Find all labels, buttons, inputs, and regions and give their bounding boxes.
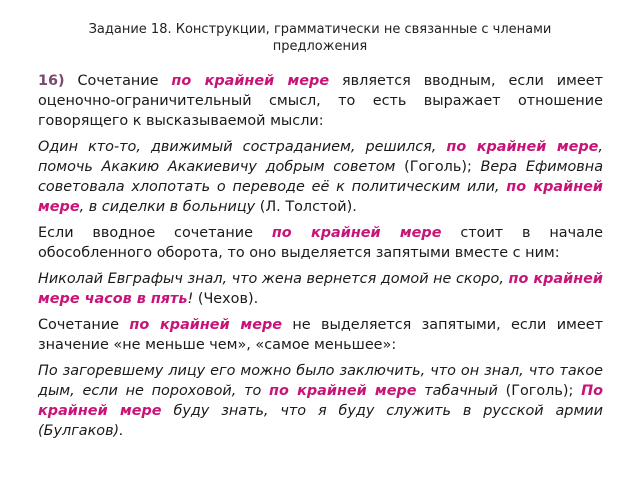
rule-paragraph-3 — [38, 315, 603, 355]
source-citation: (Л. Толстой). — [259, 199, 357, 215]
slide-title: Задание 18. Конструкции, грамматически не связанные с членами предложения — [88, 22, 552, 54]
example-paragraph-3 — [38, 361, 603, 441]
example-text: ! — [187, 291, 194, 307]
rule-paragraph-1 — [38, 71, 603, 131]
example-text: буду знать, что я буду служить в русской армии (Булгаков). — [38, 403, 604, 439]
highlight-phrase: По крайней мере — [38, 383, 604, 419]
text-segment: является вводным, если имеет оценочно-ограничительный смысл, то есть выражает отношение говорящего к высказываемой мысли: — [38, 73, 603, 129]
source-citation: (Гоголь); — [505, 383, 574, 399]
highlight-phrase: по крайней мере — [171, 73, 330, 89]
example-text: табачный — [424, 383, 498, 399]
example-text: Один кто-то, движимый состраданием, решился, — [38, 139, 437, 155]
example-text: , помочь Акакию Акакиевичу добрым советом — [38, 139, 603, 175]
rule-number: 16) — [38, 73, 65, 89]
highlight-phrase: по крайней мере — [269, 383, 417, 399]
source-citation: (Чехов). — [197, 291, 259, 307]
rule-paragraph-2 — [38, 223, 603, 263]
highlight-phrase: по крайней мере — [446, 139, 599, 155]
highlight-phrase: по крайней мере — [129, 317, 283, 333]
highlight-phrase: по крайней мере — [38, 179, 603, 215]
example-text: Николай Евграфыч знал, что жена вернется домой не скоро, — [38, 271, 504, 287]
text-segment: Если вводное сочетание — [38, 225, 253, 241]
slide-content — [38, 71, 603, 447]
highlight-phrase: по крайней мере часов в пять — [38, 271, 603, 307]
example-text: , в сиделки в больницу — [79, 199, 256, 215]
example-text: По загоревшему лицу его можно было заключить, что он знал, что такое дым, если не пороховой, то — [38, 363, 603, 399]
text-segment: стоит в начале обособленного оборота, то оно выделяется запятыми вместе с ним: — [38, 225, 603, 261]
example-paragraph-1 — [38, 137, 603, 217]
example-paragraph-2 — [38, 269, 603, 309]
text-segment: Сочетание — [77, 73, 159, 89]
example-text: Вера Ефимовна советовала хлопотать о переводе её к политическим или, — [38, 159, 604, 195]
text-segment: не выделяется запятыми, если имеет значение «не меньше чем», «самое меньшее»: — [38, 317, 604, 353]
text-segment: Сочетание — [38, 317, 120, 333]
highlight-phrase: по крайней мере — [271, 225, 442, 241]
source-citation: (Гоголь); — [404, 159, 472, 175]
